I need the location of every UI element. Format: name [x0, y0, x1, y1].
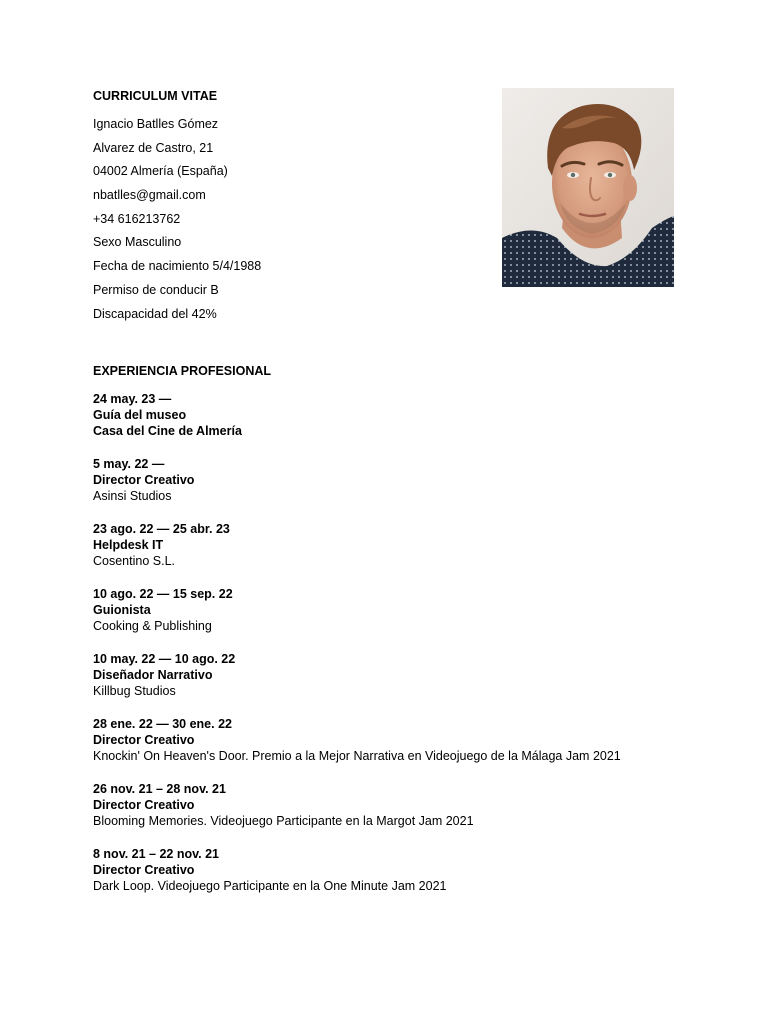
personal-email: nbatlles@gmail.com: [93, 188, 206, 203]
experience-company: Cooking & Publishing: [93, 619, 212, 634]
experience-item: [93, 521, 693, 570]
experience-company: Casa del Cine de Almería: [93, 423, 242, 438]
personal-birthdate: Fecha de nacimiento 5/4/1988: [93, 259, 262, 274]
profile-photo: [502, 88, 674, 287]
experience-dates: 26 nov. 21 – 28 nov. 21: [93, 781, 226, 796]
experience-dates: 10 ago. 22 — 15 sep. 22: [93, 586, 233, 601]
experience-role: Guionista: [93, 602, 151, 617]
experience-title: EXPERIENCIA PROFESIONAL: [93, 363, 272, 378]
experience-dates: 10 may. 22 — 10 ago. 22: [93, 651, 236, 666]
personal-sex: Sexo Masculino: [93, 235, 182, 250]
experience-company: Asinsi Studios: [93, 488, 172, 503]
portrait-image: [502, 88, 674, 287]
experience-company: Knockin' On Heaven's Door. Premio a la Mejor Narrativa en Videojuego de la Málaga Jam 2021: [93, 749, 621, 764]
personal-disability: Discapacidad del 42%: [93, 306, 217, 321]
personal-phone: +34 616213762: [93, 211, 181, 226]
experience-dates: 24 may. 23 —: [93, 391, 172, 406]
experience-dates: 28 ene. 22 — 30 ene. 22: [93, 716, 232, 731]
experience-role: Director Creativo: [93, 863, 195, 878]
experience-company: Killbug Studios: [93, 684, 176, 699]
experience-dates: 5 may. 22 —: [93, 456, 165, 471]
experience-item: [93, 456, 693, 505]
experience-company: Blooming Memories. Videojuego Participante en la Margot Jam 2021: [93, 814, 474, 829]
experience-role: Diseñador Narrativo: [93, 667, 213, 682]
experience-item: [93, 651, 693, 700]
experience-item: [93, 846, 693, 895]
experience-role: Director Creativo: [93, 472, 195, 487]
experience-role: Guía del museo: [93, 407, 187, 422]
experience-item: [93, 391, 693, 440]
personal-name: Ignacio Batlles Gómez: [93, 117, 219, 131]
cv-title: CURRICULUM VITAE: [93, 89, 218, 103]
experience-role: Director Creativo: [93, 798, 195, 813]
experience-role: Director Creativo: [93, 733, 195, 747]
personal-address: Alvarez de Castro, 21: [93, 140, 214, 155]
experience-item: [93, 781, 693, 830]
experience-list: [93, 391, 693, 895]
experience-dates: 8 nov. 21 – 22 nov. 21: [93, 846, 219, 861]
experience-company: Dark Loop. Videojuego Participante en la One Minute Jam 2021: [93, 879, 447, 894]
experience-dates: 23 ago. 22 — 25 abr. 23: [93, 521, 230, 536]
personal-license: Permiso de conducir B: [93, 282, 219, 297]
experience-item: [93, 586, 693, 635]
experience-item: [93, 716, 693, 765]
experience-role: Helpdesk IT: [93, 537, 164, 552]
experience-company: Cosentino S.L.: [93, 554, 175, 568]
personal-city: 04002 Almería (España): [93, 164, 228, 179]
